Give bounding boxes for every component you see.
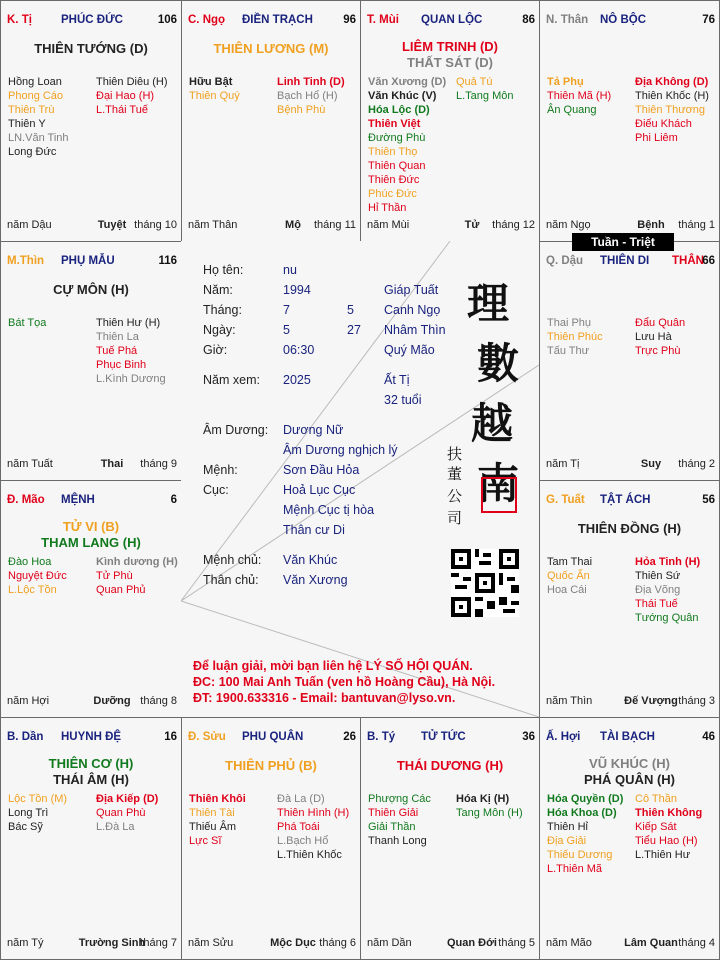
minor-star[interactable]: Thiên Giải <box>368 807 419 819</box>
palace-ty-top[interactable] <box>0 0 182 242</box>
day-label: Ngày: <box>203 323 236 337</box>
main-star[interactable]: THIÊN PHỦ (B) <box>225 758 317 773</box>
palace-month: tháng 9 <box>140 458 177 470</box>
minor-star[interactable]: L.Tang Môn <box>456 90 514 102</box>
palace-ngo[interactable] <box>181 0 361 242</box>
minor-star[interactable]: L.Bạch Hổ <box>277 835 329 847</box>
minor-star[interactable]: Quả Tú <box>456 76 493 88</box>
minor-star[interactable]: Phúc Đức <box>368 188 417 200</box>
palace-month: tháng 2 <box>678 458 715 470</box>
minor-star[interactable]: Hữu Bật <box>189 76 233 88</box>
palace-year: năm Tị <box>546 458 580 470</box>
main-star[interactable]: CỰ MÔN (H) <box>53 282 129 297</box>
minor-star[interactable]: L.Đà La <box>96 821 135 833</box>
minor-star[interactable]: Đà La (D) <box>277 793 325 805</box>
minor-star[interactable]: Lực Sĩ <box>189 835 222 847</box>
truong-sinh-stage: Lâm Quan <box>624 937 678 949</box>
minor-star[interactable]: Hỉ Thần <box>368 202 407 214</box>
palace-footer <box>188 937 356 951</box>
minor-star[interactable]: Tử Phù <box>96 570 133 582</box>
minor-star[interactable]: L.Thiên Hư <box>635 849 691 861</box>
minor-star[interactable]: Linh Tinh (D) <box>277 76 345 88</box>
star-column-left <box>8 316 46 330</box>
minor-star[interactable]: Thiên La <box>96 331 139 343</box>
minor-star[interactable]: Hóa Quyền (D) <box>547 793 624 805</box>
minor-star[interactable]: Thiên Đức <box>368 174 420 186</box>
minor-star[interactable]: Bác Sỹ <box>8 821 43 833</box>
minor-star[interactable]: Đại Hao (H) <box>96 90 155 102</box>
main-star[interactable]: THAM LANG (H) <box>41 535 141 550</box>
truong-sinh-stage: Trường Sinh <box>78 937 146 949</box>
palace-name: TẬT ÁCH <box>600 494 651 506</box>
palace-header <box>367 731 535 745</box>
palace-name: QUAN LỘC <box>421 14 483 26</box>
qr-code-icon[interactable] <box>451 549 519 617</box>
palace-header <box>546 255 715 269</box>
minor-star[interactable]: L.Thiên Khốc <box>277 849 342 861</box>
minor-star[interactable]: Thiên Không <box>635 807 703 819</box>
star-column-right <box>635 316 685 358</box>
palace-stem-branch: B. Tý <box>367 731 396 743</box>
minor-star[interactable]: Thiên Khôi <box>189 793 246 805</box>
minor-star[interactable]: Bạch Hổ (H) <box>277 90 338 102</box>
palace-tuat[interactable] <box>539 480 720 718</box>
palace-year: năm Sửu <box>188 937 234 949</box>
minor-star[interactable]: Trực Phù <box>635 345 681 357</box>
palace-header <box>546 494 715 508</box>
star-column-right <box>635 792 702 862</box>
palace-stem-branch: Q. Dậu <box>546 255 584 267</box>
than-position: Thân cư Di <box>283 523 345 537</box>
minor-star[interactable]: Thiên Hỉ <box>547 821 588 833</box>
palace-age: 116 <box>158 255 177 267</box>
minor-star[interactable]: Tang Môn (H) <box>456 807 523 819</box>
minor-star[interactable]: LN.Văn Tinh <box>8 132 69 144</box>
minor-star[interactable]: L.Thái Tuế <box>96 104 148 116</box>
minor-star[interactable]: Kình dương (H) <box>96 556 178 568</box>
star-column-right <box>456 75 513 103</box>
day-lunar: 27 <box>347 323 361 337</box>
star-column-left <box>189 75 240 103</box>
palace-name: TÀI BẠCH <box>600 731 655 743</box>
main-star[interactable]: LIÊM TRINH (D) <box>401 39 499 54</box>
than-marker: THÂN <box>672 255 704 267</box>
logo-char-1: 理 <box>467 279 510 328</box>
star-column-left <box>547 555 592 597</box>
palace-footer <box>546 458 715 472</box>
palace-stem-branch: Đ. Sửu <box>188 731 226 743</box>
palace-header <box>7 14 177 28</box>
minor-star[interactable]: Văn Khúc (V) <box>368 90 437 102</box>
main-star[interactable]: THÁI DƯƠNG (H) <box>396 758 504 773</box>
star-column-left <box>368 792 431 848</box>
minor-star[interactable]: Thai Phụ <box>547 317 592 329</box>
palace-stem-branch: B. Dần <box>7 731 44 743</box>
palace-stem-branch: G. Tuất <box>546 494 585 506</box>
palace-footer <box>546 937 715 951</box>
palace-stem-branch: Ấ. Hợi <box>546 731 581 743</box>
star-column-left <box>8 75 69 159</box>
palace-name: PHU QUÂN <box>242 731 304 743</box>
palace-header <box>546 731 715 745</box>
truong-sinh-stage: Đế Vượng <box>624 695 678 707</box>
minor-star[interactable]: Hồng Loan <box>8 76 62 88</box>
minor-star[interactable]: Hoa Cái <box>547 584 587 596</box>
palace-name: PHÚC ĐỨC <box>61 14 123 26</box>
minor-star[interactable]: Hóa Lộc (D) <box>368 104 430 116</box>
palace-ty-bottom[interactable] <box>360 717 540 960</box>
palace-name: TỬ TỨC <box>421 731 466 743</box>
palace-year: năm Dần <box>367 937 412 949</box>
minor-star[interactable]: Thanh Long <box>368 835 427 847</box>
minor-star[interactable]: Điếu Khách <box>635 118 692 130</box>
palace-footer <box>546 219 715 233</box>
name-label: Họ tên: <box>203 263 244 277</box>
amduong-note: Âm Dương nghịch lý <box>283 443 398 457</box>
minor-star[interactable]: Thiên Thọ <box>368 146 418 158</box>
minor-star[interactable]: Thái Tuế <box>635 598 678 610</box>
menhchu-value: Văn Khúc <box>283 553 338 567</box>
minor-star[interactable]: Tuế Phá <box>96 345 138 357</box>
tuan-triet-badge: Tuần - Triệt <box>572 233 674 251</box>
minor-star[interactable]: Phá Toái <box>277 821 320 833</box>
palace-header <box>546 14 715 28</box>
logo-char-4: 南 <box>477 459 520 508</box>
palace-stem-branch: C. Ngọ <box>188 14 226 26</box>
view-year: 2025 <box>283 373 311 387</box>
palace-name: HUYNH ĐỆ <box>61 731 122 743</box>
star-column-left <box>547 316 603 358</box>
palace-month: tháng 12 <box>492 219 535 231</box>
main-star[interactable]: PHÁ QUÂN (H) <box>584 772 675 787</box>
minor-star[interactable]: Thiên Mã (H) <box>547 90 612 102</box>
truong-sinh-stage: Thai <box>100 458 124 470</box>
palace-stem-branch: Đ. Mão <box>7 494 45 506</box>
palace-month: tháng 7 <box>140 937 177 949</box>
palace-footer <box>7 937 177 951</box>
minor-star[interactable]: Nguyệt Đức <box>8 570 67 582</box>
contact-line-1: Để luận giải, mời bạn liên hệ LÝ SỐ HỘI QUÁN. <box>193 659 473 673</box>
star-column-left <box>547 792 623 876</box>
main-star[interactable]: THIÊN LƯƠNG (M) <box>213 41 329 56</box>
minor-star[interactable]: L.Lộc Tồn <box>8 584 57 596</box>
palace-header <box>188 14 356 28</box>
palace-year: năm Ngọ <box>546 219 591 231</box>
minor-star[interactable]: Thiếu Âm <box>189 821 237 833</box>
palace-header <box>367 14 535 28</box>
palace-year: năm Dậu <box>7 219 52 231</box>
palace-age: 6 <box>170 494 177 506</box>
view-year-label: Năm xem: <box>203 373 260 387</box>
star-column-left <box>547 75 611 117</box>
palace-year: năm Tuất <box>7 458 53 470</box>
minor-star[interactable]: Địa Võng <box>635 584 681 596</box>
palace-name: NÔ BỘC <box>600 14 646 26</box>
minor-star[interactable]: Thiên Quý <box>189 90 240 102</box>
minor-star[interactable]: Thiếu Dương <box>547 849 613 861</box>
hour-value: 06:30 <box>283 343 315 357</box>
minor-star[interactable]: Thiên Quan <box>368 160 426 172</box>
minor-star[interactable]: Hỏa Tinh (H) <box>635 556 701 568</box>
palace-footer <box>7 458 177 472</box>
palace-footer <box>546 695 715 709</box>
minor-star[interactable]: Địa Không (D) <box>635 76 709 88</box>
palace-stem-branch: N. Thân <box>546 14 589 26</box>
red-seal-stamp <box>481 477 517 513</box>
minor-star[interactable]: Thiên Sứ <box>635 570 681 582</box>
palace-mui[interactable] <box>360 0 540 242</box>
palace-age: 96 <box>343 14 356 26</box>
minor-star[interactable]: Bát Tọa <box>8 317 47 329</box>
menh-value: Sơn Đầu Hỏa <box>283 463 360 477</box>
main-star[interactable]: THIÊN CƠ (H) <box>48 756 134 771</box>
month-label: Tháng: <box>203 303 242 317</box>
minor-star[interactable]: Thiên Diêu (H) <box>96 76 168 88</box>
contact-phone-email[interactable]: ĐT: 1900.633316 - Email: bantuvan@lyso.vn. <box>193 691 456 705</box>
minor-star[interactable]: Phục Binh <box>96 359 147 371</box>
palace-dau[interactable] <box>539 241 720 481</box>
minor-star[interactable]: Quan Phủ <box>96 584 146 596</box>
palace-month: tháng 1 <box>678 219 715 231</box>
month-can: Canh Ngọ <box>384 303 441 317</box>
palace-footer <box>367 937 535 951</box>
view-year-can: Ất Tị <box>384 373 410 387</box>
palace-footer <box>188 219 356 233</box>
cuc-value: Hoả Lục Cục <box>283 483 356 497</box>
minor-star[interactable]: Cô Thần <box>635 793 677 805</box>
minor-star[interactable]: Tướng Quân <box>635 612 699 624</box>
palace-stem-branch: T. Mùi <box>367 14 399 26</box>
day-can: Nhâm Thìn <box>384 323 446 337</box>
star-column-right <box>277 792 349 862</box>
palace-month: tháng 8 <box>140 695 177 707</box>
minor-star[interactable]: Hóa Kị (H) <box>456 793 510 805</box>
star-column-right <box>96 316 166 386</box>
minor-star[interactable]: Tả Phụ <box>547 76 584 88</box>
palace-age: 76 <box>702 14 715 26</box>
palace-suu[interactable] <box>181 717 361 960</box>
cuc-relation: Mệnh Cục tị hòa <box>283 503 375 517</box>
minor-star[interactable]: L.Kình Dương <box>96 373 166 385</box>
minor-star[interactable]: Tấu Thư <box>547 345 590 357</box>
palace-month: tháng 11 <box>313 219 356 231</box>
minor-star[interactable]: Địa Kiếp (D) <box>96 793 159 805</box>
main-star[interactable]: THIÊN TƯỚNG (D) <box>34 41 148 56</box>
hour-can: Quý Mão <box>384 343 435 357</box>
year-can: Giáp Tuất <box>384 283 439 297</box>
minor-star[interactable]: Thiên Thương <box>635 104 706 116</box>
palace-year: năm Mão <box>546 937 592 949</box>
star-column-left <box>8 792 67 834</box>
minor-star[interactable]: Đào Hoa <box>8 556 52 568</box>
palace-month: tháng 6 <box>319 937 356 949</box>
main-star[interactable]: TỬ VI (B) <box>62 519 120 534</box>
star-column-right <box>96 792 158 834</box>
minor-star[interactable]: L.Thiên Mã <box>547 863 603 875</box>
palace-thin[interactable] <box>0 241 182 481</box>
palace-mao[interactable] <box>0 480 182 718</box>
truong-sinh-stage: Suy <box>640 458 662 470</box>
logo-char-3: 越 <box>471 399 514 448</box>
palace-year: năm Mùi <box>367 219 410 231</box>
palace-month: tháng 5 <box>498 937 535 949</box>
palace-age: 56 <box>702 494 715 506</box>
minor-star[interactable]: Địa Giải <box>547 835 587 847</box>
palace-year: năm Thìn <box>546 695 593 707</box>
year-value: 1994 <box>283 283 311 297</box>
star-column-right <box>96 555 178 597</box>
amduong-value: Dương Nữ <box>283 423 344 437</box>
palace-stem-branch: M.Thìn <box>7 255 45 267</box>
palace-month: tháng 10 <box>134 219 177 231</box>
side-char-4: 司 <box>447 509 463 527</box>
day-solar: 5 <box>283 323 290 337</box>
palace-stem-branch: K. Tị <box>7 14 32 26</box>
minor-star[interactable]: Phong Cáo <box>8 90 64 102</box>
palace-footer <box>367 219 535 233</box>
star-column-right <box>96 75 168 117</box>
star-column-left <box>8 555 67 597</box>
thanchu-label: Thân chủ: <box>203 573 259 587</box>
main-star[interactable]: THÁI ÂM (H) <box>53 772 129 787</box>
palace-footer <box>7 695 177 709</box>
hour-label: Giờ: <box>203 343 228 357</box>
minor-star[interactable]: Hóa Khoa (D) <box>547 807 617 819</box>
palace-header <box>7 494 177 508</box>
palace-year: năm Thân <box>188 219 238 231</box>
minor-star[interactable]: Phượng Các <box>368 793 431 805</box>
minor-star[interactable]: Văn Xương (D) <box>368 76 447 88</box>
minor-star[interactable]: Thiên Trù <box>8 104 55 116</box>
star-column-right <box>277 75 345 117</box>
main-star[interactable]: THẤT SÁT (D) <box>407 55 493 70</box>
palace-age: 36 <box>522 731 535 743</box>
side-char-1: 扶 <box>447 445 463 463</box>
minor-star[interactable]: Quan Phù <box>96 807 146 819</box>
minor-star[interactable]: Tiểu Hao (H) <box>635 835 698 847</box>
minor-star[interactable]: Bệnh Phù <box>277 104 326 116</box>
minor-star[interactable]: Tam Thai <box>547 556 593 568</box>
palace-month: tháng 3 <box>678 695 715 707</box>
palace-age: 46 <box>702 731 715 743</box>
truong-sinh-stage: Mộc Dục <box>270 937 316 949</box>
minor-star[interactable]: Thiên Hư (H) <box>96 317 161 329</box>
minor-star[interactable]: Kiếp Sát <box>635 821 677 833</box>
center-info-panel <box>181 241 539 717</box>
menhchu-label: Mệnh chủ: <box>203 553 262 567</box>
side-char-2: 董 <box>447 465 463 483</box>
minor-star[interactable]: Thiên Việt <box>368 118 421 130</box>
palace-footer <box>7 219 177 233</box>
star-column-left <box>368 75 446 215</box>
palace-age: 16 <box>164 731 177 743</box>
minor-star[interactable]: Phi Liêm <box>635 132 678 144</box>
minor-star[interactable]: Giải Thần <box>368 821 416 833</box>
main-star[interactable]: THIÊN ĐỒNG (H) <box>577 521 682 536</box>
palace-hoi[interactable] <box>539 717 720 960</box>
palace-header <box>7 731 177 745</box>
contact-address: ĐC: 100 Mai Anh Tuấn (ven hồ Hoàng Cầu), Hà Nội. <box>193 675 496 689</box>
month-lunar: 5 <box>347 303 354 317</box>
truong-sinh-stage: Mộ <box>285 219 301 231</box>
logo-char-2: 數 <box>477 339 520 388</box>
palace-age: 86 <box>522 14 535 26</box>
palace-age: 26 <box>343 731 356 743</box>
minor-star[interactable]: Thiên Khốc (H) <box>635 90 709 102</box>
palace-month: tháng 4 <box>678 937 715 949</box>
truong-sinh-stage: Tử <box>464 219 480 231</box>
palace-year: năm Tý <box>7 937 44 949</box>
palace-header <box>7 255 177 269</box>
truong-sinh-stage: Dưỡng <box>93 695 131 707</box>
minor-star[interactable]: Thiên Tài <box>189 807 235 819</box>
minor-star[interactable]: Lưu Hà <box>635 331 672 343</box>
age-value: 32 tuổi <box>384 393 422 407</box>
minor-star[interactable]: Đẩu Quân <box>635 317 686 329</box>
amduong-label: Âm Dương: <box>203 423 269 437</box>
year-label: Năm: <box>203 283 233 297</box>
minor-star[interactable]: Long Đức <box>8 146 57 158</box>
star-column-right <box>635 555 700 625</box>
palace-age: 106 <box>157 14 177 26</box>
palace-name: PHỤ MẪU <box>61 255 115 267</box>
truong-sinh-stage: Tuyệt <box>97 219 127 231</box>
cuc-label: Cục: <box>203 483 229 497</box>
minor-star[interactable]: Thiên Hình (H) <box>277 807 350 819</box>
palace-name: THIÊN DI <box>600 255 650 267</box>
month-solar: 7 <box>283 303 290 317</box>
minor-star[interactable]: Đường Phù <box>368 132 426 144</box>
minor-star[interactable]: Thiên Y <box>8 118 46 130</box>
truong-sinh-stage: Bệnh <box>637 219 665 231</box>
minor-star[interactable]: Lộc Tồn (M) <box>8 793 68 805</box>
minor-star[interactable]: Ân Quang <box>547 104 597 116</box>
palace-header <box>188 731 356 745</box>
minor-star[interactable]: Thiên Phúc <box>547 331 603 343</box>
side-char-3: 公 <box>447 487 463 505</box>
thanchu-value: Văn Xương <box>283 573 348 587</box>
palace-age: 66 <box>702 255 715 267</box>
main-star[interactable]: VŨ KHÚC (H) <box>589 756 670 771</box>
star-column-right <box>456 792 523 820</box>
minor-star[interactable]: Quốc Ấn <box>547 570 590 582</box>
star-column-right <box>635 75 709 145</box>
palace-year: năm Hợi <box>7 695 50 707</box>
palace-name: MỆNH <box>61 494 95 506</box>
minor-star[interactable]: Long Trì <box>8 807 49 819</box>
truong-sinh-stage: Quan Đới <box>447 937 497 949</box>
star-column-left <box>189 792 246 848</box>
menh-label: Mệnh: <box>203 463 238 477</box>
palace-dan[interactable] <box>0 717 182 960</box>
name-value: nu <box>283 263 297 277</box>
palace-than[interactable] <box>539 0 720 242</box>
palace-name: ĐIỀN TRẠCH <box>242 14 313 26</box>
